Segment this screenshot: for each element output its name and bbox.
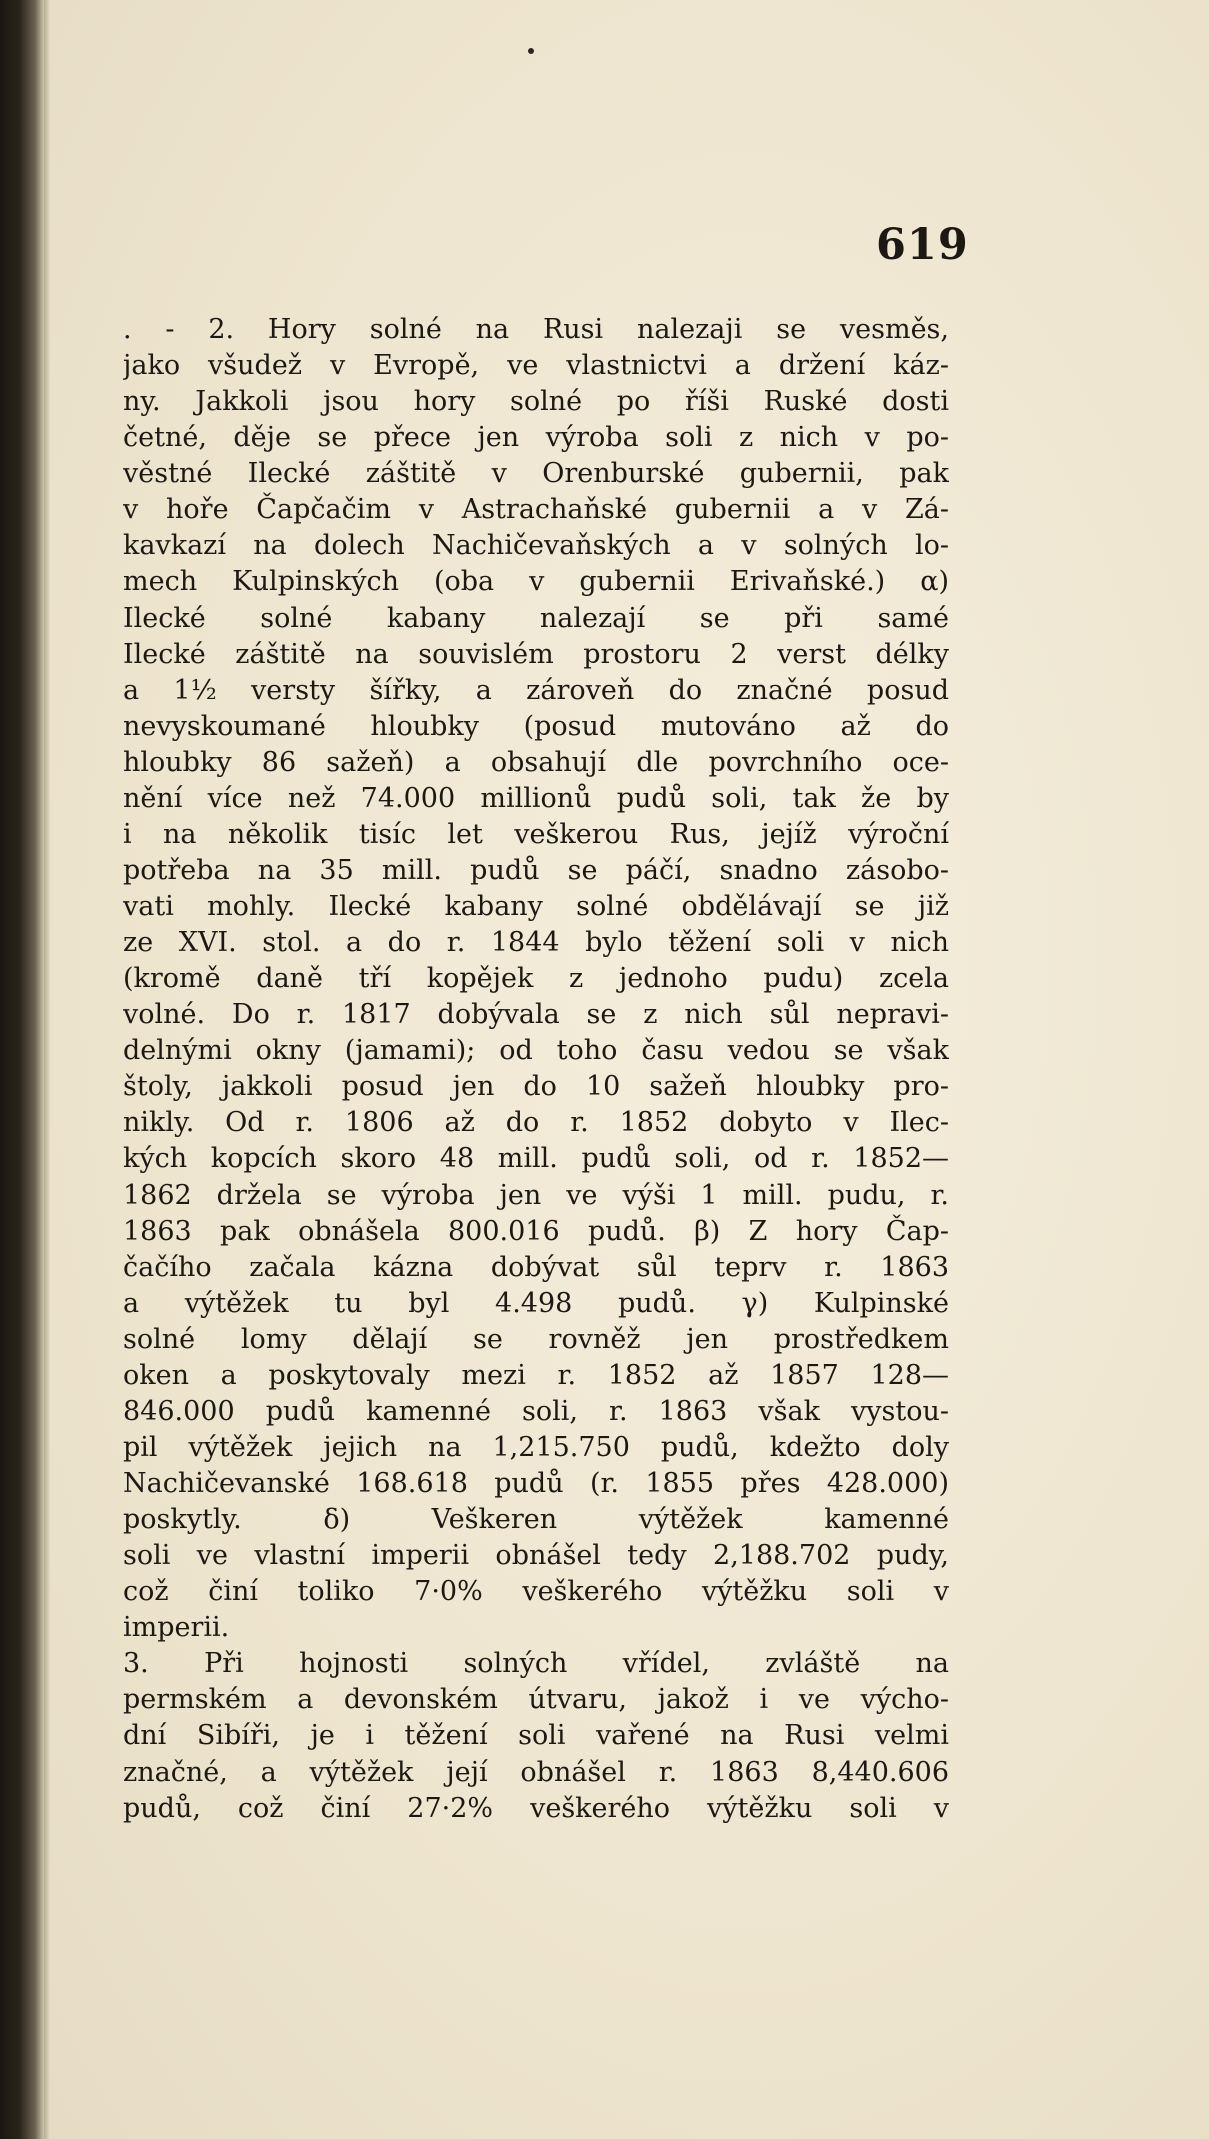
text-line: poskytly. δ) Veškeren výtěžek kamenné: [123, 1504, 949, 1536]
text-line: věstné Ilecké záštitě v Orenburské gubernii, pak: [123, 458, 949, 490]
text-line: nevyskoumané hloubky (posud mutováno až do: [123, 710, 949, 742]
text-line: delnými okny (jamami); od toho času vedou se však: [123, 1035, 949, 1067]
body-text: [123, 312, 949, 1827]
text-line: 846.000 pudů kamenné soli, r. 1863 však vystou-: [123, 1395, 949, 1427]
text-line: pil výtěžek jejich na 1,215.750 pudů, kdežto doly: [123, 1431, 949, 1463]
text-line: oken a poskytovaly mezi r. 1852 až 1857 128—: [123, 1359, 949, 1391]
text-line: ze XVI. stol. a do r. 1844 bylo těžení soli v nich: [123, 927, 949, 959]
text-line: (kromě daně tří kopějek z jednoho pudu) zcela: [123, 963, 949, 995]
text-line: Ilecké záštitě na souvislém prostoru 2 verst délky: [123, 638, 949, 670]
text-line: potřeba na 35 mill. pudů se páčí, snadno zásobo-: [123, 854, 949, 886]
print-speck: [528, 48, 534, 54]
text-line: kých kopcích skoro 48 mill. pudů soli, od r. 1852—: [123, 1143, 949, 1175]
text-line: kavkazí na dolech Nachičevaňských a v solných lo-: [123, 530, 949, 562]
text-line: jako všudež v Evropě, ve vlastnictvi a držení káz-: [123, 350, 949, 382]
text-line: 1863 pak obnášela 800.016 pudů. β) Z hory Čap-: [123, 1215, 949, 1247]
text-line: solné lomy dělají se rovněž jen prostředkem: [123, 1323, 949, 1355]
text-line: mech Kulpinských (oba v gubernii Erivaňské.) α): [123, 566, 949, 598]
text-line: vati mohly. Ilecké kabany solné obdělávají se již: [123, 891, 949, 922]
text-line: nění více než 74.000 millionů pudů soli, tak že by: [123, 782, 949, 814]
text-line: 1862 držela se výroba jen ve výši 1 mill. pudu, r.: [123, 1179, 949, 1211]
text-line: četné, děje se přece jen výroba soli z nich v po-: [123, 422, 949, 454]
text-line: hloubky 86 sažeň) a obsahují dle povrchního oce-: [123, 746, 949, 778]
text-line: Ilecké solné kabany nalezají se při samé: [123, 602, 949, 634]
text-line: značné, a výtěžek její obnášel r. 1863 8,440.606: [123, 1756, 949, 1788]
text-line: Nachičevanské 168.618 pudů (r. 1855 přes 428.000): [123, 1468, 949, 1499]
text-line: nikly. Od r. 1806 až do r. 1852 dobyto v Ilec-: [123, 1107, 949, 1139]
text-line: a výtěžek tu byl 4.498 pudů. γ) Kulpinské: [123, 1287, 949, 1319]
page-number: 619: [876, 220, 969, 270]
text-line: ny. Jakkoli jsou hory solné po říši Ruské dosti: [123, 386, 949, 418]
text-line: 3. Při hojnosti solných vřídel, zvláště na: [123, 1648, 949, 1680]
book-gutter-shadow: [0, 0, 44, 2139]
text-line: . - 2. Hory solné na Rusi nalezaji se vesměs,: [123, 314, 949, 345]
text-line: štoly, jakkoli posud jen do 10 sažeň hloubky pro-: [123, 1071, 949, 1103]
text-line: čačího začala kázna dobývat sůl teprv r. 1863: [123, 1251, 949, 1283]
text-line: volné. Do r. 1817 dobývala se z nich sůl nepravi-: [123, 999, 949, 1031]
text-line: což činí toliko 7·0% veškerého výtěžku soli v: [123, 1576, 949, 1608]
text-line: i na několik tisíc let veškerou Rus, jejíž výroční: [123, 818, 949, 850]
text-line: dní Sibíři, je i těžení soli vařené na Rusi velmi: [123, 1720, 949, 1752]
text-line: v hoře Čapčačim v Astrachaňské gubernii a v Zá-: [123, 494, 949, 526]
text-line: soli ve vlastní imperii obnášel tedy 2,188.702 pudy,: [123, 1540, 949, 1572]
text-line: imperii.: [123, 1612, 230, 1644]
text-line: a 1½ versty šířky, a zároveň do značné posud: [123, 674, 949, 706]
text-line: pudů, což činí 27·2% veškerého výtěžku soli v: [123, 1792, 949, 1824]
text-line: permském a devonském útvaru, jakož i ve výcho-: [123, 1684, 949, 1716]
